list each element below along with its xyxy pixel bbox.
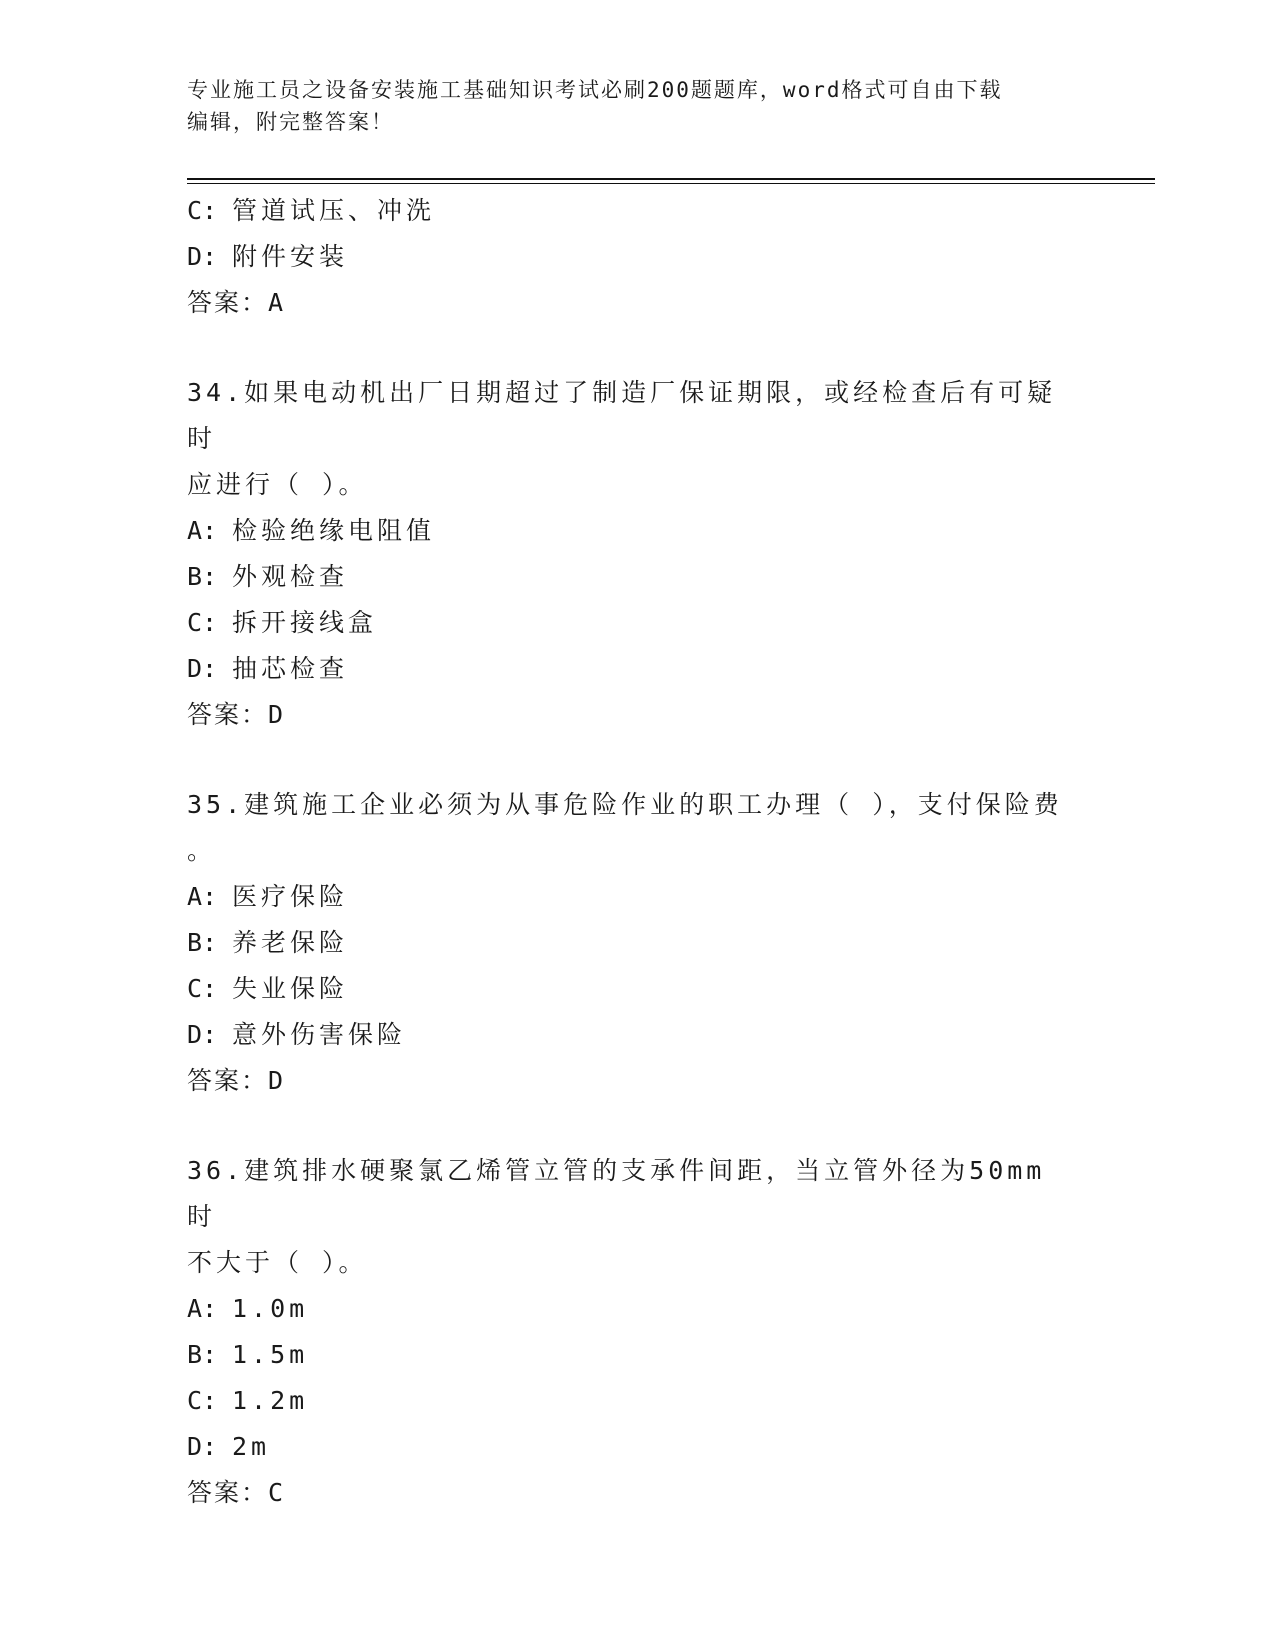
- answer-line: 答案：D: [187, 700, 286, 729]
- answer-line: 答案：D: [187, 1066, 286, 1095]
- answer-line: 答案：C: [187, 1478, 286, 1507]
- option-label: A:: [187, 1294, 218, 1323]
- option-label: D:: [187, 654, 218, 683]
- option-text: 抽芯检查: [232, 654, 349, 683]
- question-36: [187, 1148, 1087, 1516]
- question-stem-line: 不大于（ ）。: [187, 1248, 368, 1277]
- option-text: 附件安装: [232, 242, 349, 271]
- question-35: [187, 782, 1087, 1104]
- question-stem: [187, 1148, 1067, 1286]
- option-label: B:: [187, 1340, 218, 1369]
- option-text: 医疗保险: [232, 882, 349, 911]
- option-text: 拆开接线盒: [232, 608, 378, 637]
- option-label: C:: [187, 608, 218, 637]
- option-a: [187, 508, 1087, 554]
- option-a: [187, 1286, 1087, 1332]
- option-text: 检验绝缘电阻值: [232, 516, 436, 545]
- option-b: [187, 554, 1087, 600]
- answer-line: 答案：A: [187, 288, 286, 317]
- option-d: [187, 1012, 1087, 1058]
- option-label: D:: [187, 1020, 218, 1049]
- option-text: 失业保险: [232, 974, 349, 1003]
- option-c: [187, 966, 1087, 1012]
- option-c: [187, 600, 1087, 646]
- option-label: D:: [187, 242, 218, 271]
- option-c: [187, 1378, 1087, 1424]
- question-34: [187, 370, 1087, 738]
- option-text: 1.5m: [232, 1340, 309, 1369]
- option-b: [187, 1332, 1087, 1378]
- question-stem: [187, 370, 1067, 508]
- option-label: A:: [187, 882, 218, 911]
- option-c: [187, 188, 1087, 234]
- option-b: [187, 920, 1087, 966]
- option-text: 养老保险: [232, 928, 349, 957]
- question-stem: [187, 782, 1067, 874]
- question-stem-line: 34.如果电动机出厂日期超过了制造厂保证期限，或经检查后有可疑时: [187, 378, 1057, 453]
- option-label: B:: [187, 562, 218, 591]
- option-d: [187, 646, 1087, 692]
- question-stem-line: 应进行（ ）。: [187, 470, 368, 499]
- option-text: 外观检查: [232, 562, 349, 591]
- option-label: C:: [187, 196, 218, 225]
- option-d: [187, 1424, 1087, 1470]
- option-label: B:: [187, 928, 218, 957]
- option-label: C:: [187, 974, 218, 1003]
- previous-question-tail: [187, 188, 1087, 326]
- header-line-2: 编辑，附完整答案！: [187, 110, 394, 134]
- header-divider-thin: [187, 183, 1155, 184]
- option-text: 管道试压、冲洗: [232, 196, 436, 225]
- header-line-1: 专业施工员之设备安装施工基础知识考试必刷200题题库，word格式可自由下载: [187, 78, 1003, 102]
- option-label: D:: [187, 1432, 218, 1461]
- option-text: 2m: [232, 1432, 271, 1461]
- option-a: [187, 874, 1087, 920]
- option-label: C:: [187, 1386, 218, 1415]
- option-text: 1.0m: [232, 1294, 309, 1323]
- option-label: A:: [187, 516, 218, 545]
- option-text: 1.2m: [232, 1386, 309, 1415]
- header-divider-thick: [187, 178, 1155, 180]
- question-stem-line: 35.建筑施工企业必须为从事危险作业的职工办理（ ），支付保险费: [187, 790, 1063, 819]
- question-stem-line: 36.建筑排水硬聚氯乙烯管立管的支承件间距，当立管外径为50mm时: [187, 1156, 1046, 1231]
- document-header: [187, 74, 1087, 138]
- document-body: [187, 188, 1087, 1516]
- option-d: [187, 234, 1087, 280]
- option-text: 意外伤害保险: [232, 1020, 407, 1049]
- question-stem-line: 。: [187, 836, 217, 865]
